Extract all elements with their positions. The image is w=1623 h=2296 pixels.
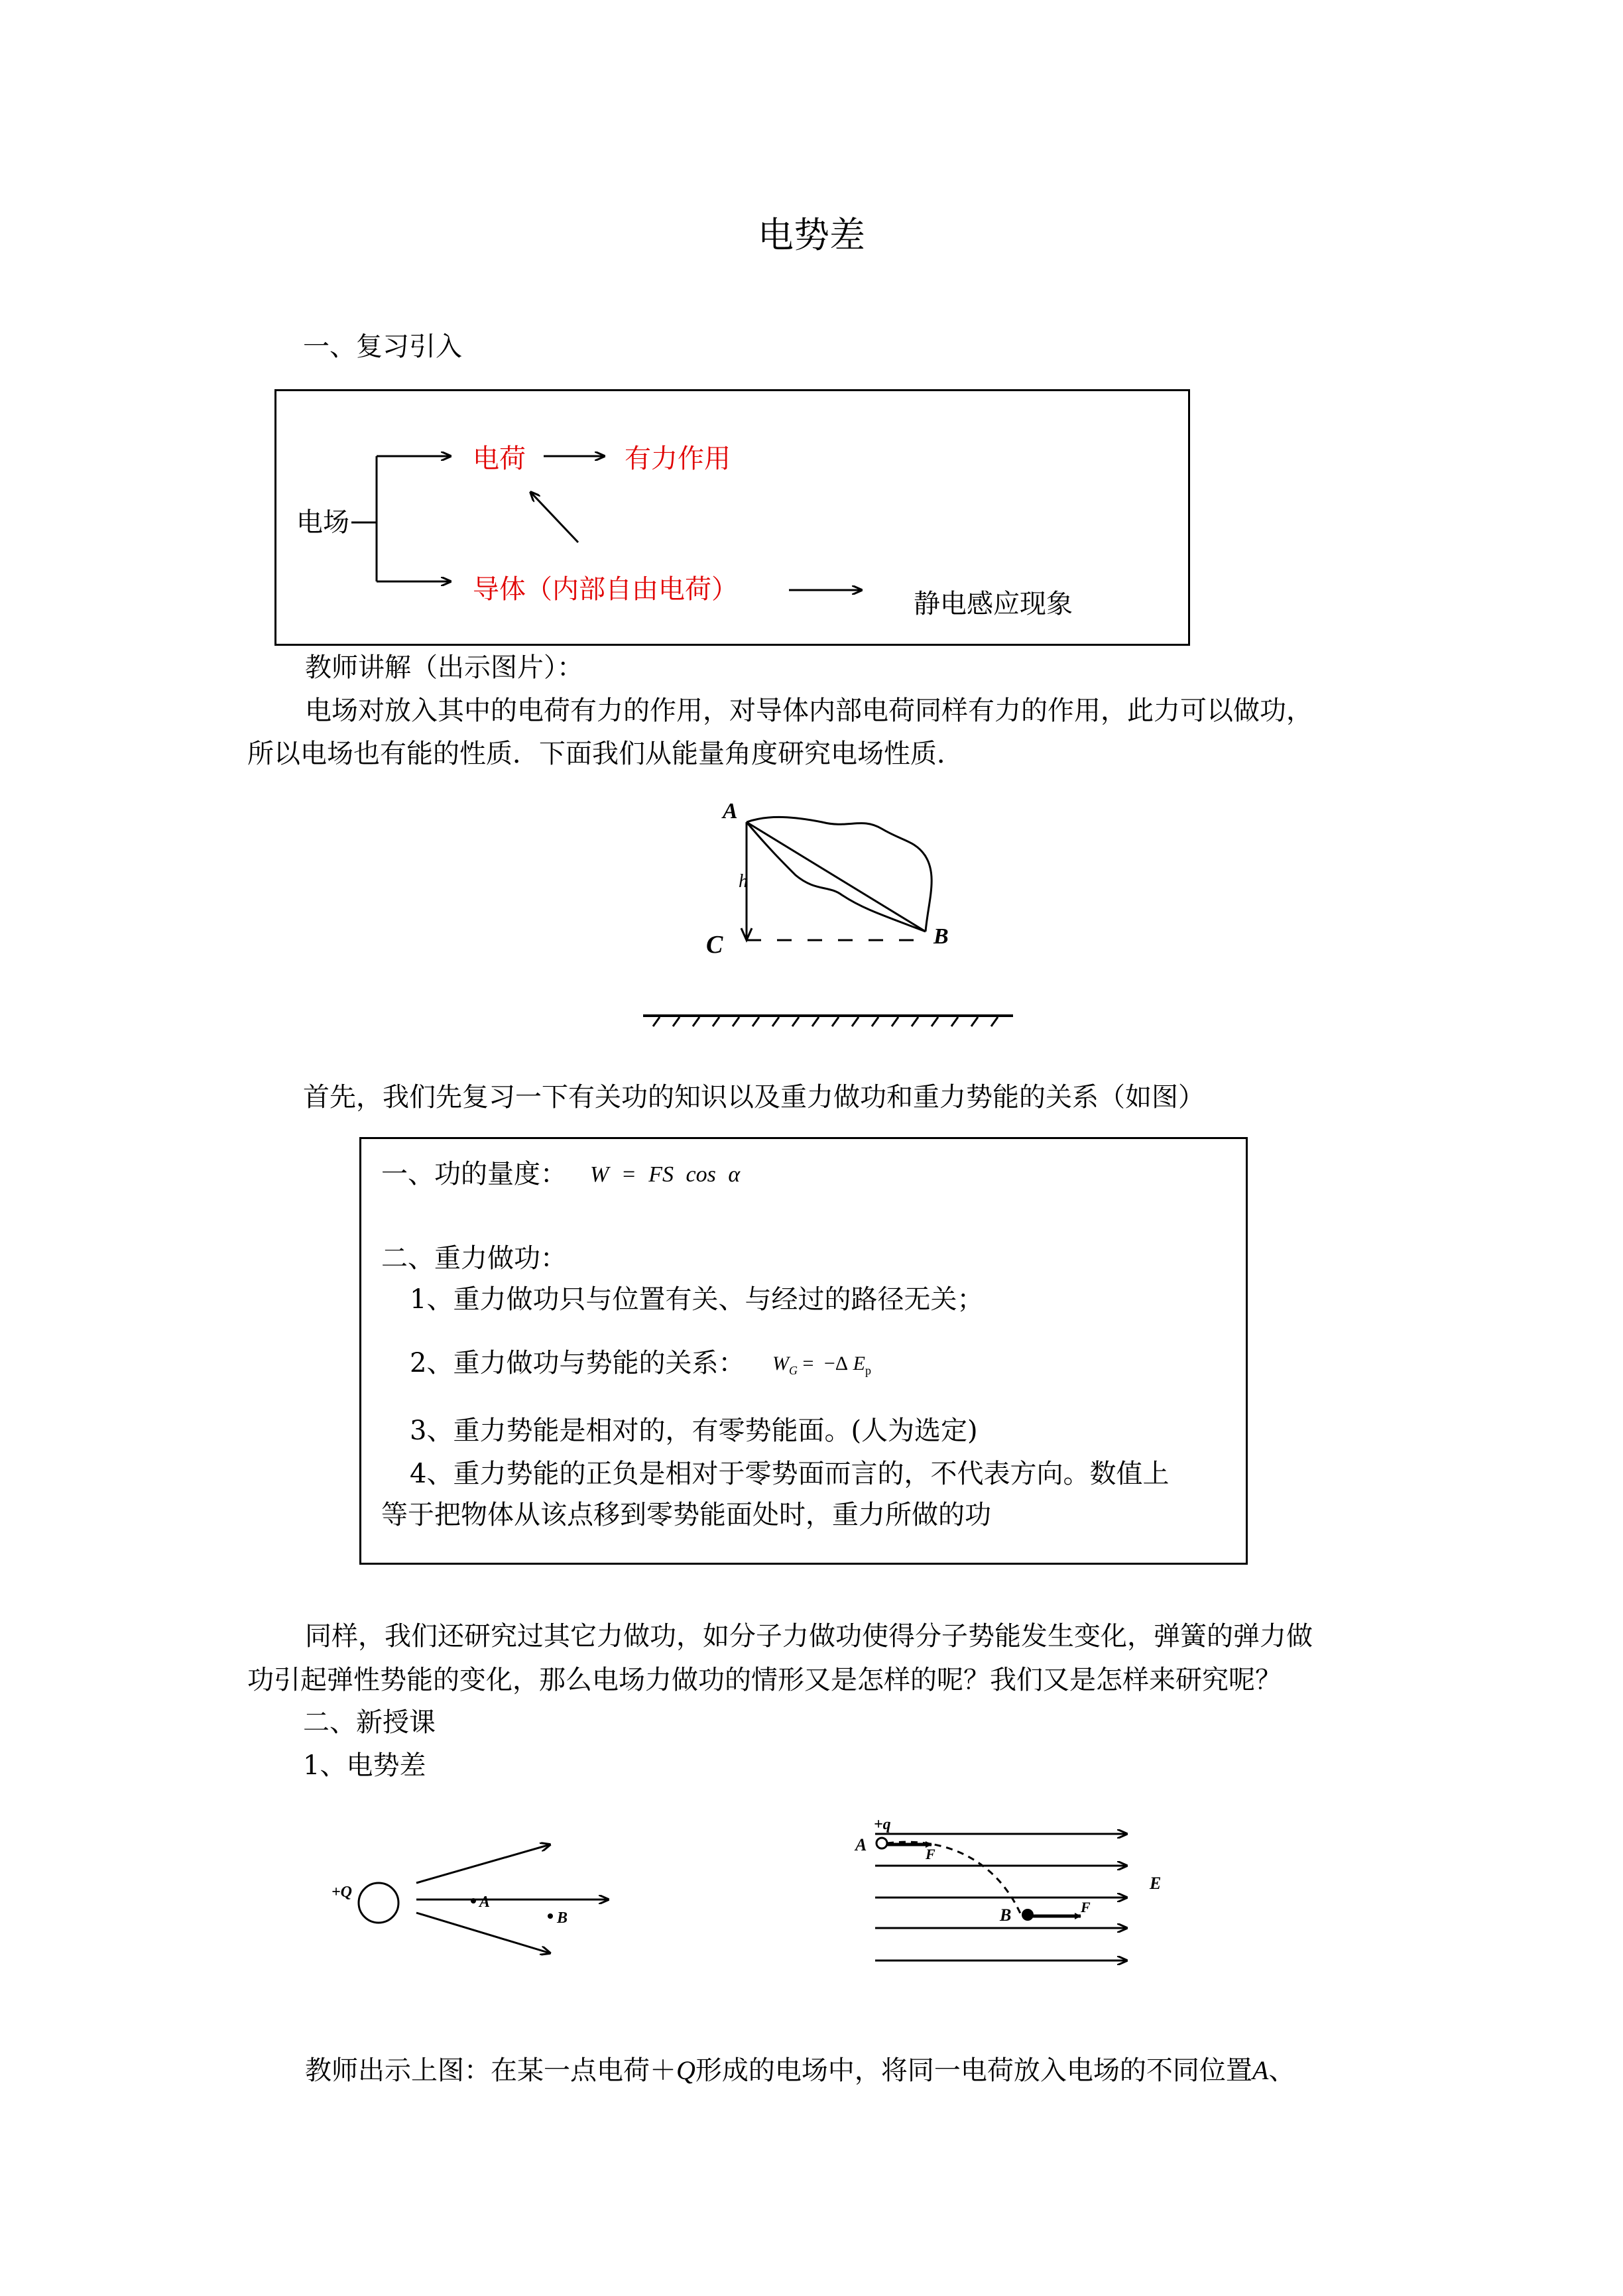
paragraph1-line2: 所以电场也有能的性质．下面我们从能量角度研究电场性质． <box>247 739 963 769</box>
work-heading: 一、功的量度： <box>381 1159 567 1189</box>
uniform-a-label: A <box>855 1835 867 1854</box>
concept-charge-label: 电荷 <box>473 444 526 474</box>
last-line-mid: 形成的电场中，将同一电荷放入电场的不同位置 <box>695 2055 1252 2086</box>
last-line-a: A <box>1252 2055 1269 2085</box>
concept-induction-label: 静电感应现象 <box>914 589 1073 619</box>
review-item3: 3、重力势能是相对的，有零势能面。(人为选定) <box>410 1416 978 1446</box>
formula-w: W <box>772 1353 789 1374</box>
review-sentence: 首先，我们先复习一下有关功的知识以及重力做功和重力势能的关系（如图） <box>303 1082 1205 1113</box>
paragraph2-line2: 功引起弹性势能的变化，那么电场力做功的情形又是怎样的呢？我们又是怎样来研究呢？ <box>247 1665 1282 1695</box>
gravity-label-h: h <box>739 871 748 892</box>
review-item4-line2: 等于把物体从该点移到零势能面处时，重力所做的功 <box>381 1500 991 1530</box>
gravity-heading: 二、重力做功： <box>381 1243 567 1274</box>
last-line <box>305 2057 1295 2084</box>
paragraph2-line1: 同样，我们还研究过其它力做功，如分子力做功使得分子势能发生变化，弹簧的弹力做 <box>305 1621 1313 1652</box>
uniform-b-label: B <box>1000 1905 1012 1925</box>
concept-root-label: 电场 <box>296 507 349 538</box>
review-item4-line1: 4、重力势能的正负是相对于零势面而言的，不代表方向。数值上 <box>410 1459 1170 1489</box>
formula-e: E <box>853 1353 865 1374</box>
work-formula: W = FS cos α <box>590 1162 741 1187</box>
review-item2: 2、重力做功与势能的关系： <box>410 1348 745 1378</box>
formula-minus-delta: = −Δ <box>802 1353 849 1374</box>
page-title: 电势差 <box>758 214 865 256</box>
gravity-label-b: B <box>933 924 949 949</box>
uniform-f-label-a: F <box>926 1846 935 1862</box>
concept-conductor-label: 导体（内部自由电荷） <box>473 574 738 605</box>
uniform-q-label: +q <box>874 1816 891 1833</box>
point-charge-b-label: B <box>557 1909 568 1927</box>
point-charge-q-label: +Q <box>331 1884 353 1901</box>
section1-heading: 一、复习引入 <box>303 332 462 362</box>
charge-b-dot <box>1022 1909 1034 1921</box>
point-charge-a-label: A <box>479 1894 491 1911</box>
last-line-q: Q <box>676 2055 695 2085</box>
paragraph1-line1: 电场对放入其中的电荷有力的作用，对导体内部电荷同样有力的作用，此力可以做功， <box>305 695 1313 726</box>
uniform-f-label-b: F <box>1081 1899 1091 1915</box>
concept-force-label: 有力作用 <box>625 444 731 474</box>
uniform-e-label: E <box>1150 1874 1162 1893</box>
section2-heading: 二、新授课 <box>303 1707 436 1738</box>
last-line-prefix: 教师出示上图：在某一点电荷＋ <box>305 2055 676 2086</box>
section2-sub1: 1、电势差 <box>303 1750 426 1781</box>
review-item1: 1、重力做功只与位置有关、与经过的路径无关； <box>410 1284 984 1315</box>
gravity-label-c: C <box>706 931 723 959</box>
charge-a-circle <box>876 1838 887 1848</box>
teacher-intro: 教师讲解（出示图片）： <box>305 652 583 683</box>
formula-sub-p: p <box>865 1364 871 1377</box>
last-line-suffix: 、 <box>1268 2055 1295 2086</box>
gravity-label-a: A <box>723 799 738 823</box>
formula-sub-g: G <box>789 1364 798 1377</box>
trajectory-curve <box>887 1842 1021 1915</box>
